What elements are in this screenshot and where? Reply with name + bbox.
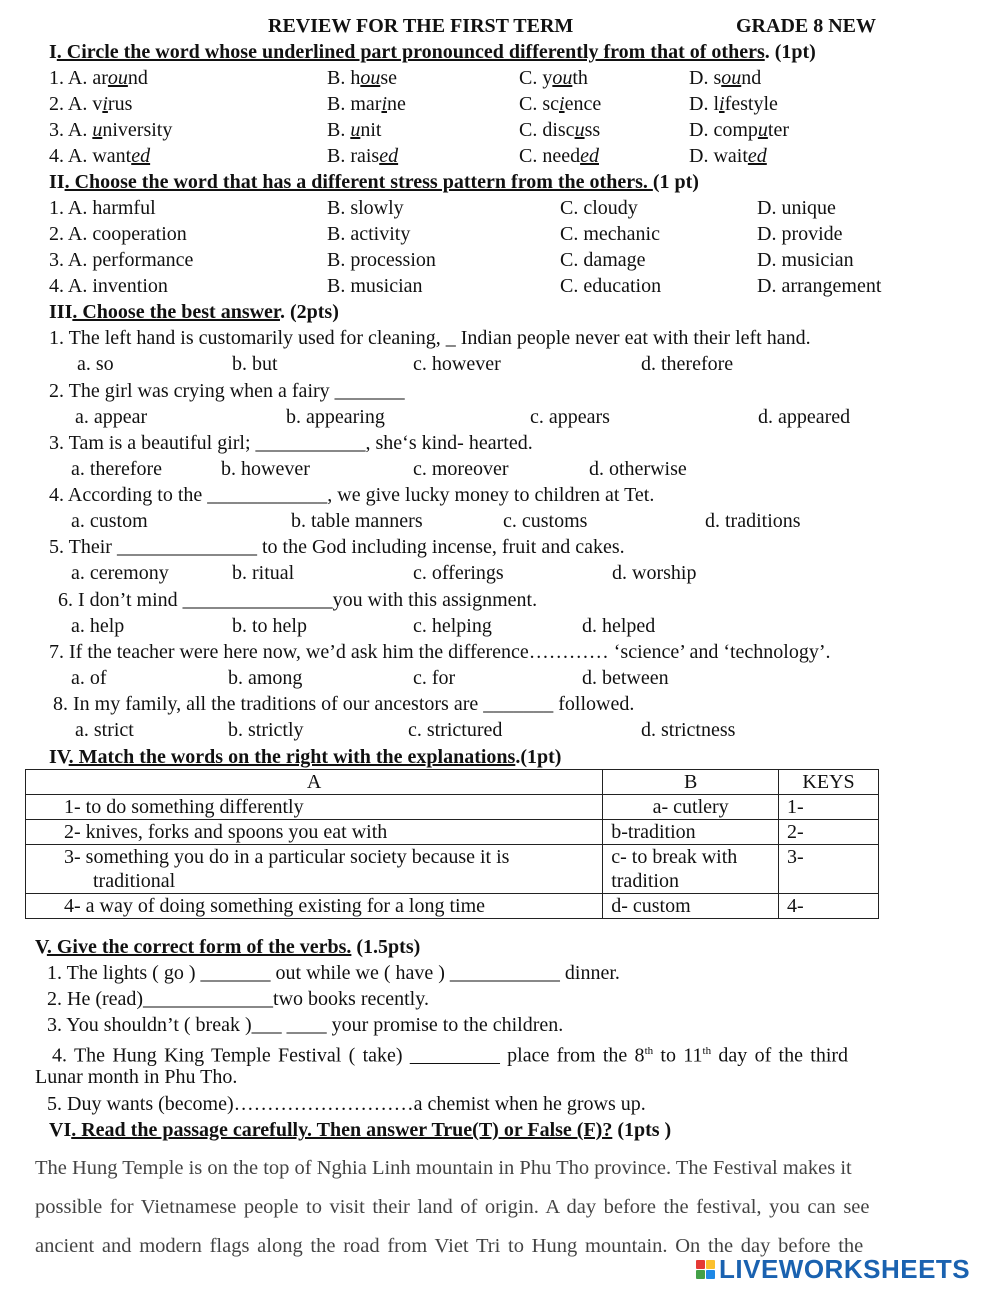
passage-line-3: ancient and modern flags along the road from Viet Tri to Hung mountain. On the day before the bbox=[35, 1235, 864, 1257]
mc-q5-option-a: a. ceremony bbox=[71, 562, 169, 584]
key-cell[interactable]: 3- bbox=[779, 845, 879, 894]
q1-option-c: C. youth bbox=[519, 67, 588, 89]
key-cell[interactable]: 1- bbox=[779, 795, 879, 820]
mc-question-1: 1. The left hand is customarily used for cleaning, _ Indian people never eat with their left hand. bbox=[49, 327, 811, 349]
mc-q7-option-c: c. for bbox=[413, 667, 456, 689]
mc-question-4: 4. According to the ____________, we give lucky money to children at Tet. bbox=[49, 484, 655, 506]
mc-q3-option-c: c. moreover bbox=[413, 458, 509, 480]
logo-text: LIVEWORKSHEETS bbox=[719, 1253, 971, 1284]
q1-option-d: D. sound bbox=[689, 67, 762, 89]
liveworksheets-logo bbox=[696, 1255, 970, 1283]
section-5-heading: V. Give the correct form of the verbs. (1.5pts) bbox=[35, 936, 421, 958]
mc-q1-option-d: d. therefore bbox=[641, 353, 734, 375]
stress-row-4-a: 4. A. invention bbox=[49, 275, 168, 297]
mc-q4-option-d: d. traditions bbox=[705, 510, 801, 532]
section-6-heading: VI. Read the passage carefully. Then answer True(T) or False (F)? (1pts ) bbox=[49, 1119, 672, 1141]
mc-q5-option-b: b. ritual bbox=[232, 562, 295, 584]
section-2-heading: II. Choose the word that has a different stress pattern from the others. (1 pt) bbox=[49, 171, 699, 193]
verb-question-3: 3. You shouldn’t ( break )___ ____ your promise to the children. bbox=[47, 1014, 564, 1036]
mc-question-5: 5. Their ______________ to the God including incense, fruit and cakes. bbox=[49, 536, 625, 558]
mc-q7-option-b: b. among bbox=[228, 667, 303, 689]
stress-row-1-b: B. slowly bbox=[327, 197, 404, 219]
definition-cell: 2- knives, forks and spoons you eat with bbox=[26, 820, 603, 845]
q4-option-a: 4. A. wanted bbox=[49, 145, 151, 167]
mc-q2-option-d: d. appeared bbox=[758, 406, 851, 428]
stress-row-1-c: C. cloudy bbox=[560, 197, 638, 219]
mc-q6-option-a: a. help bbox=[71, 615, 125, 637]
passage-line-1: The Hung Temple is on the top of Nghia Linh mountain in Phu Tho province. The Festival makes it bbox=[35, 1157, 852, 1179]
verb-question-5: 5. Duy wants (become)………………………a chemist when he grows up. bbox=[47, 1093, 646, 1115]
mc-q5-option-c: c. offerings bbox=[413, 562, 504, 584]
mc-q6-option-d: d. helped bbox=[582, 615, 656, 637]
stress-row-2-d: D. provide bbox=[757, 223, 843, 245]
q4-option-b: B. raised bbox=[327, 145, 399, 167]
mc-q2-option-c: c. appears bbox=[530, 406, 610, 428]
q4-option-c: C. needed bbox=[519, 145, 599, 167]
q2-option-a: 2. A. virus bbox=[49, 93, 133, 115]
word-cell: a- cutlery bbox=[603, 795, 779, 820]
mc-q1-option-c: c. however bbox=[413, 353, 501, 375]
definition-cell: 3- something you do in a particular society because it is traditional bbox=[26, 845, 603, 894]
word-cell: d- custom bbox=[603, 894, 779, 919]
key-cell[interactable]: 4- bbox=[779, 894, 879, 919]
matching-table bbox=[25, 769, 879, 919]
mc-q7-option-a: a. of bbox=[71, 667, 107, 689]
mc-question-6: 6. I don’t mind _______________you with this assignment. bbox=[58, 589, 538, 611]
table-row bbox=[26, 820, 879, 845]
mc-q8-option-c: c. strictured bbox=[408, 719, 503, 741]
verb-question-1: 1. The lights ( go ) _______ out while we ( have ) ___________ dinner. bbox=[47, 962, 620, 984]
q4-option-d: D. waited bbox=[689, 145, 767, 167]
table-row bbox=[26, 894, 879, 919]
table-row bbox=[26, 795, 879, 820]
mc-q6-option-b: b. to help bbox=[232, 615, 307, 637]
mc-question-8: 8. In my family, all the traditions of our ancestors are _______ followed. bbox=[53, 693, 635, 715]
stress-row-4-d: D. arrangement bbox=[757, 275, 882, 297]
mc-question-2: 2. The girl was crying when a fairy _______ bbox=[49, 380, 405, 402]
mc-q5-option-d: d. worship bbox=[612, 562, 697, 584]
col-header-a: A bbox=[26, 770, 603, 795]
mc-q4-option-a: a. custom bbox=[71, 510, 148, 532]
q3-option-b: B. unit bbox=[327, 119, 382, 141]
verb-question-4-cont: Lunar month in Phu Tho. bbox=[35, 1066, 238, 1088]
mc-q3-option-a: a. therefore bbox=[71, 458, 163, 480]
mc-q6-option-c: c. helping bbox=[413, 615, 492, 637]
stress-row-2-c: C. mechanic bbox=[560, 223, 660, 245]
q2-option-d: D. lifestyle bbox=[689, 93, 778, 115]
mc-q1-option-a: a. so bbox=[77, 353, 114, 375]
mc-q3-option-d: d. otherwise bbox=[589, 458, 687, 480]
mc-question-3: 3. Tam is a beautiful girl; ___________, she‘s kind- hearted. bbox=[49, 432, 533, 454]
word-cell: b-tradition bbox=[603, 820, 779, 845]
stress-row-3-a: 3. A. performance bbox=[49, 249, 194, 271]
stress-row-4-b: B. musician bbox=[327, 275, 423, 297]
mc-q3-option-b: b. however bbox=[221, 458, 310, 480]
definition-cell: 1- to do something differently bbox=[26, 795, 603, 820]
table-row bbox=[26, 845, 879, 894]
stress-row-2-a: 2. A. cooperation bbox=[49, 223, 187, 245]
mc-q4-option-b: b. table manners bbox=[291, 510, 423, 532]
mc-q1-option-b: b. but bbox=[232, 353, 278, 375]
stress-row-2-b: B. activity bbox=[327, 223, 411, 245]
mc-q7-option-d: d. between bbox=[582, 667, 669, 689]
stress-row-3-b: B. procession bbox=[327, 249, 436, 271]
mc-q2-option-b: b. appearing bbox=[286, 406, 385, 428]
q3-option-c: C. discuss bbox=[519, 119, 601, 141]
col-header-b: B bbox=[603, 770, 779, 795]
verb-question-4: 4. The Hung King Temple Festival ( take) _________ place from the 8th to 11th day of the third bbox=[52, 1044, 849, 1067]
logo-blocks-icon bbox=[696, 1260, 715, 1279]
stress-row-1-d: D. unique bbox=[757, 197, 836, 219]
mc-q4-option-c: c. customs bbox=[503, 510, 588, 532]
stress-row-3-d: D. musician bbox=[757, 249, 854, 271]
section-4-heading: IV. Match the words on the right with the explanations.(1pt) bbox=[49, 746, 562, 768]
mc-q8-option-a: a. strict bbox=[75, 719, 134, 741]
q2-option-b: B. marine bbox=[327, 93, 406, 115]
q3-option-d: D. computer bbox=[689, 119, 789, 141]
q1-option-b: B. house bbox=[327, 67, 398, 89]
definition-cell: 4- a way of doing something existing for a long time bbox=[26, 894, 603, 919]
passage-line-2: possible for Vietnamese people to visit their land of origin. A day before the festival, you can see bbox=[35, 1196, 870, 1218]
q1-option-a: 1. A. around bbox=[49, 67, 148, 89]
col-header-keys: KEYS bbox=[779, 770, 879, 795]
page-title: REVIEW FOR THE FIRST TERM bbox=[268, 15, 574, 37]
stress-row-1-a: 1. A. harmful bbox=[49, 197, 156, 219]
mc-question-7: 7. If the teacher were here now, we’d ask him the difference………… ‘science’ and ‘technology’. bbox=[49, 641, 831, 663]
section-3-heading: III. Choose the best answer. (2pts) bbox=[49, 301, 339, 323]
q2-option-c: C. science bbox=[519, 93, 602, 115]
word-cell: c- to break with tradition bbox=[603, 845, 779, 894]
matching-table-header bbox=[26, 770, 879, 795]
q3-option-a: 3. A. university bbox=[49, 119, 173, 141]
verb-question-2: 2. He (read)_____________two books recently. bbox=[47, 988, 429, 1010]
mc-q8-option-d: d. strictness bbox=[641, 719, 736, 741]
mc-q2-option-a: a. appear bbox=[75, 406, 148, 428]
stress-row-3-c: C. damage bbox=[560, 249, 646, 271]
mc-q8-option-b: b. strictly bbox=[228, 719, 304, 741]
grade-label: GRADE 8 NEW bbox=[736, 15, 877, 37]
stress-row-4-c: C. education bbox=[560, 275, 662, 297]
key-cell[interactable]: 2- bbox=[779, 820, 879, 845]
section-1-heading: I. Circle the word whose underlined part pronounced differently from that of others. (1pt) bbox=[49, 41, 816, 63]
